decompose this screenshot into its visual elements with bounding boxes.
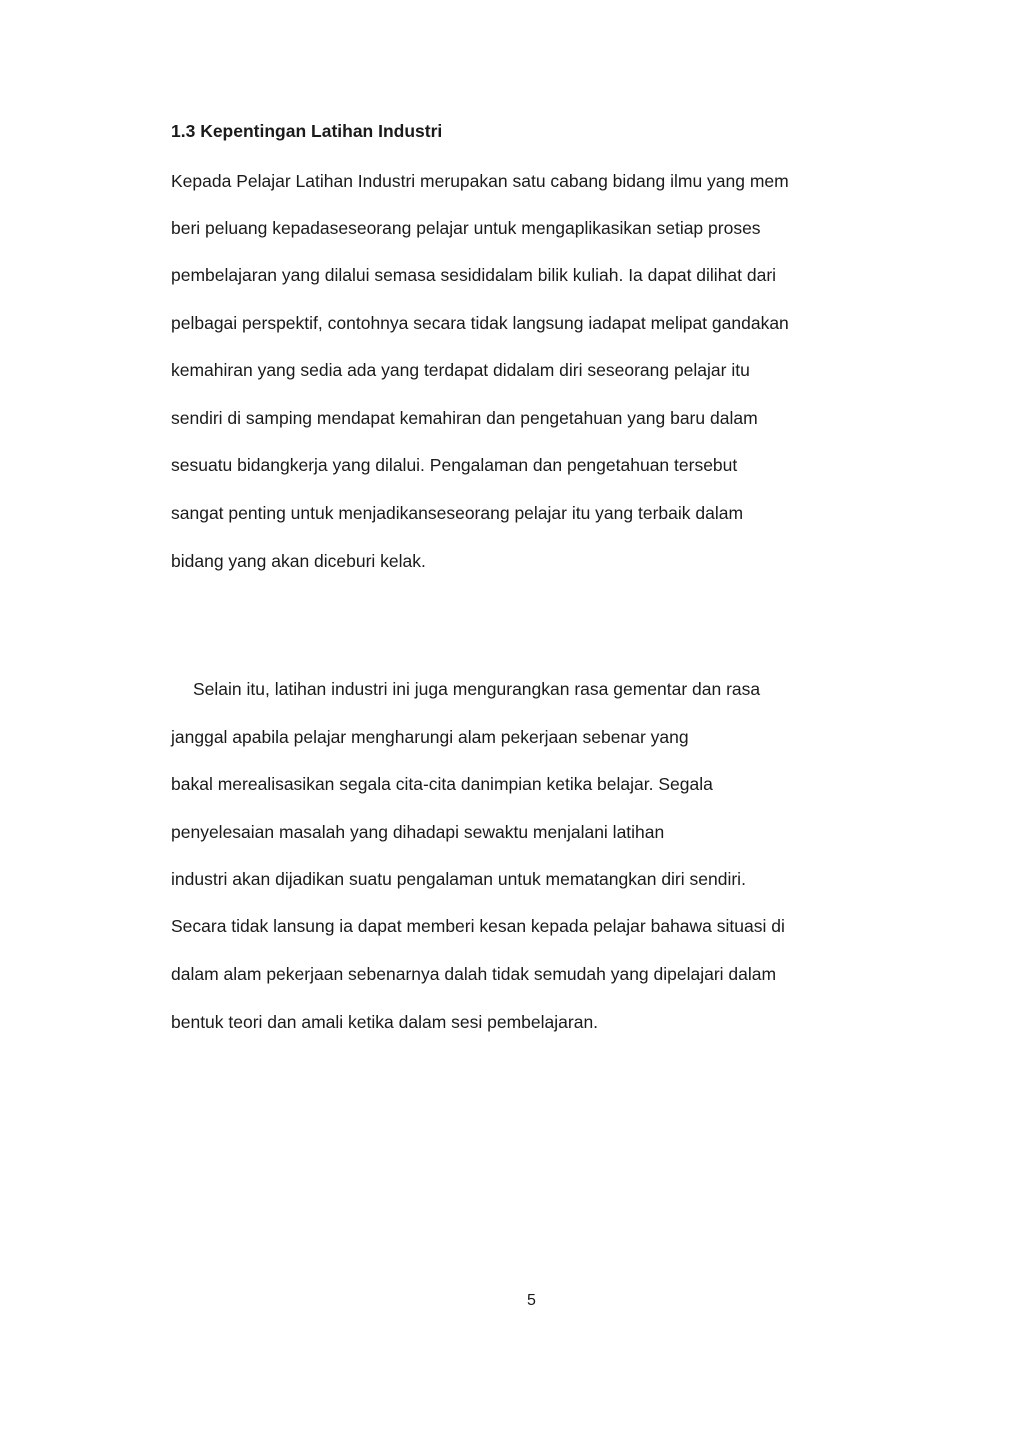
paragraph-line: industri akan dijadikan suatu pengalaman untuk mematangkan diri sendiri. — [171, 869, 746, 889]
paragraph-line: penyelesaian masalah yang dihadapi sewaktu menjalani latihan — [171, 822, 665, 842]
page-number: 5 — [527, 1292, 536, 1309]
paragraph-line: pembelajaran yang dilalui semasa sesididalam bilik kuliah. Ia dapat dilihat dari — [171, 265, 777, 285]
paragraph-line: beri peluang kepadaseseorang pelajar untuk mengaplikasikan setiap proses — [171, 218, 761, 238]
paragraph-line: Kepada Pelajar Latihan Industri merupakan satu cabang bidang ilmu yang mem — [171, 171, 789, 191]
paragraph-line: kemahiran yang sedia ada yang terdapat didalam diri seseorang pelajar itu — [171, 360, 750, 380]
paragraph-line: janggal apabila pelajar mengharungi alam pekerjaan sebenar yang — [171, 727, 689, 747]
paragraph-line: bentuk teori dan amali ketika dalam sesi pembelajaran. — [171, 1012, 599, 1032]
paragraph-line: dalam alam pekerjaan sebenarnya dalah tidak semudah yang dipelajari dalam — [171, 964, 777, 984]
paragraph-line: bakal merealisasikan segala cita-cita danimpian ketika belajar. Segala — [171, 774, 713, 794]
paragraph-line: Secara tidak lansung ia dapat memberi kesan kepada pelajar bahawa situasi di — [171, 916, 785, 936]
paragraph-line: pelbagai perspektif, contohnya secara tidak langsung iadapat melipat gandakan — [171, 313, 789, 333]
paragraph-line: bidang yang akan diceburi kelak. — [171, 551, 426, 571]
paragraph-line: sesuatu bidangkerja yang dilalui. Pengalaman dan pengetahuan tersebut — [171, 455, 738, 475]
paragraph-line: sendiri di samping mendapat kemahiran dan pengetahuan yang baru dalam — [171, 408, 758, 428]
paragraph-line: sangat penting untuk menjadikanseseorang pelajar itu yang terbaik dalam — [171, 503, 744, 523]
paragraph-line: Selain itu, latihan industri ini juga mengurangkan rasa gementar dan rasa — [193, 679, 761, 699]
section-heading: 1.3 Kepentingan Latihan Industri — [171, 121, 443, 141]
